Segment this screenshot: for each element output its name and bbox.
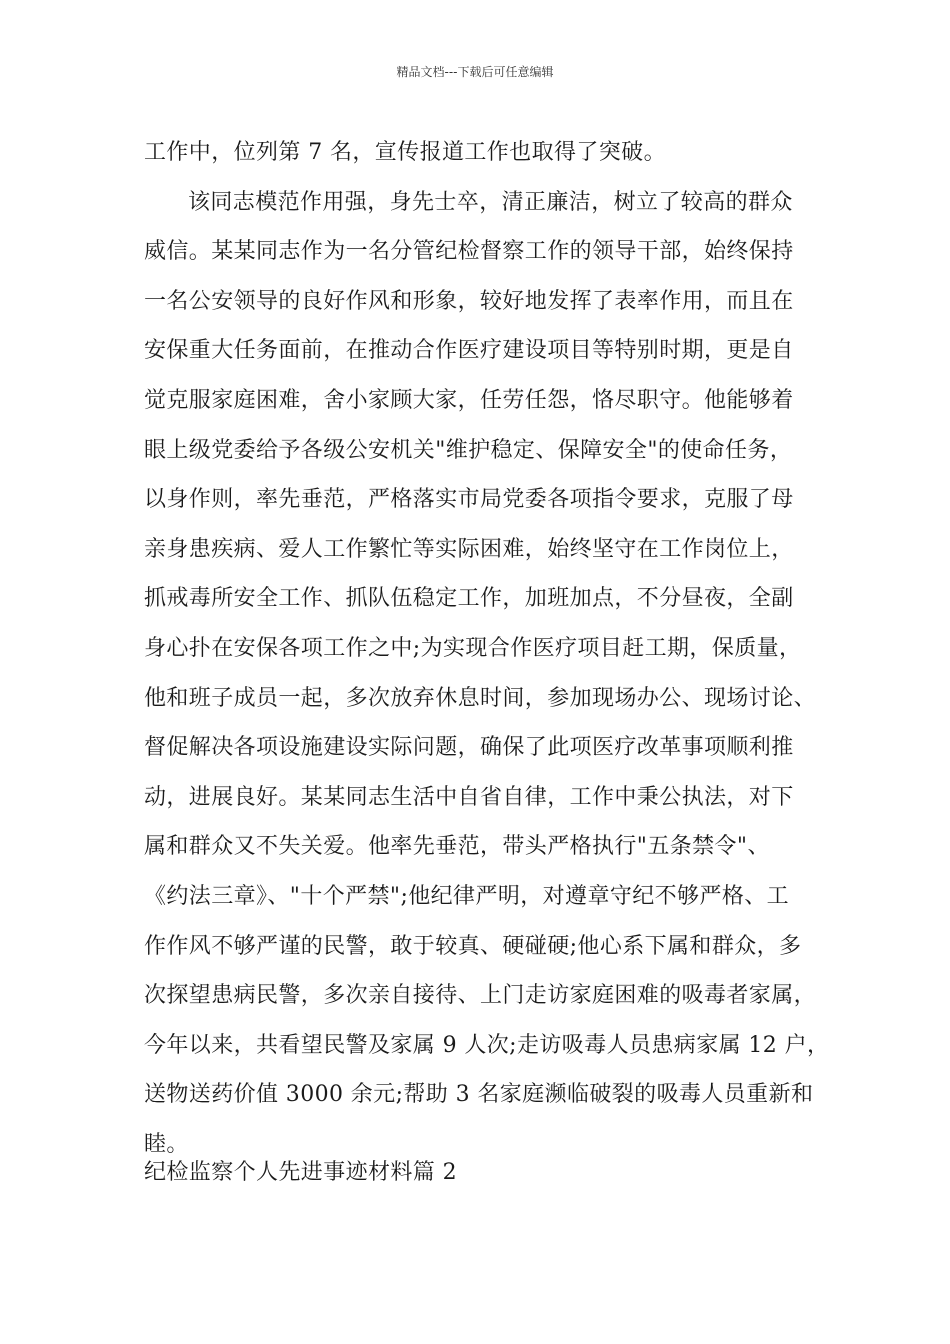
paragraph-line: 抓戒毒所安全工作、抓队伍稳定工作，加班加点，不分昼夜，全副 xyxy=(144,586,794,612)
paragraph-line: 一名公安领导的良好作风和形象，较好地发挥了表率作用，而且在 xyxy=(144,288,794,314)
paragraph-line: 作作风不够严谨的民警，敢于较真、硬碰硬;他心系下属和群众，多 xyxy=(144,933,802,959)
paragraph-line: 身心扑在安保各项工作之中;为实现合作医疗项目赶工期，保质量， xyxy=(144,635,802,661)
paragraph-line: 威信。某某同志作为一名分管纪检督察工作的领导干部，始终保持 xyxy=(144,239,794,265)
paragraph-line: 他和班子成员一起，多次放弃休息时间，参加现场办公、现场讨论、 xyxy=(144,685,817,711)
paragraph-line: 动，进展良好。某某同志生活中自省自律，工作中秉公执法，对下 xyxy=(144,784,794,810)
paragraph-line: 工作中，位列第 7 名，宣传报道工作也取得了突破。 xyxy=(144,140,666,165)
paragraph-line: 次探望患病民警，多次亲自接待、上门走访家庭困难的吸毒者家属， xyxy=(144,983,817,1009)
paragraph-line: 《约法三章》、"十个严禁";他纪律严明，对遵章守纪不够严格、工 xyxy=(144,883,790,909)
paragraph-line: 以身作则，率先垂范，严格落实市局党委各项指令要求，克服了母 xyxy=(144,487,794,513)
paragraph-line: 督促解决各项设施建设实际问题，确保了此项医疗改革事项顺利推 xyxy=(144,735,794,761)
paragraph-line: 该同志模范作用强，身先士卒，清正廉洁，树立了较高的群众 xyxy=(188,189,793,215)
paragraph-line: 送物送药价值 3000 余元;帮助 3 名家庭濒临破裂的吸毒人员重新和 xyxy=(144,1082,814,1108)
paragraph-line: 亲身患疾病、爱人工作繁忙等实际困难，始终坚守在工作岗位上， xyxy=(144,536,794,562)
document-body xyxy=(144,128,830,1169)
paragraph-line: 安保重大任务面前，在推动合作医疗建设项目等特别时期，更是自 xyxy=(144,338,794,364)
paragraph-line: 睦。 xyxy=(144,1131,189,1157)
paragraph-line: 眼上级党委给予各级公安机关"维护稳定、保障安全"的使命任务， xyxy=(144,437,793,463)
section-title: 纪检监察个人先进事迹材料篇 2 xyxy=(144,1160,457,1185)
paragraph-line: 今年以来，共看望民警及家属 9 人次;走访吸毒人员患病家属 12 户， xyxy=(144,1032,830,1058)
page-header: 精品文档---下载后可任意编辑 xyxy=(396,65,554,79)
paragraph-line: 觉克服家庭困难，舍小家顾大家，任劳任怨，恪尽职守。他能够着 xyxy=(144,387,794,413)
paragraph-line: 属和群众又不失关爱。他率先垂范，带头严格执行"五条禁令"、 xyxy=(144,834,770,860)
